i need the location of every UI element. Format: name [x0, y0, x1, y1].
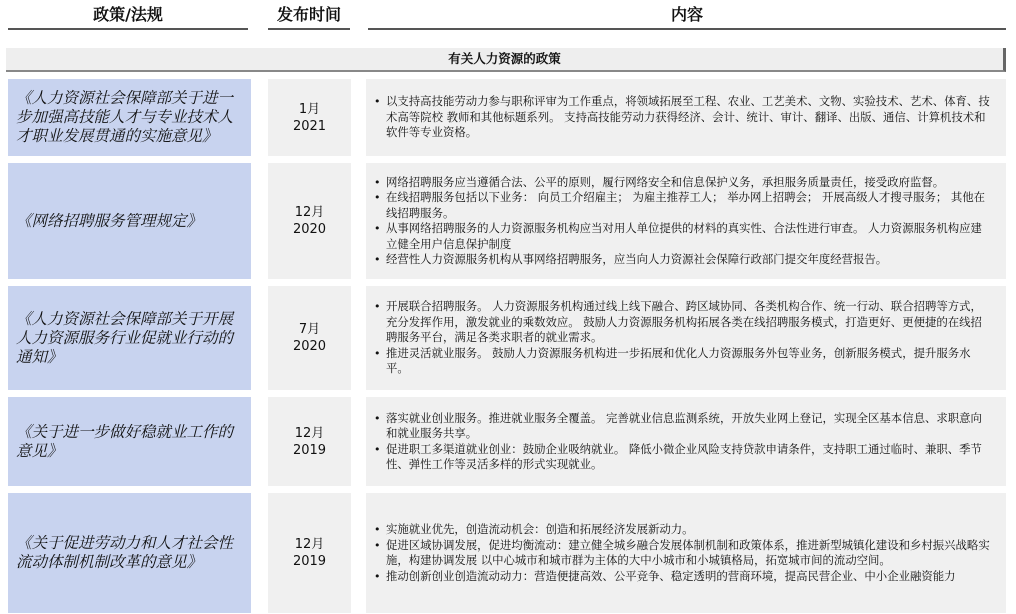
publish-date-cell: 12月 2019	[268, 397, 351, 486]
table-row	[0, 493, 1016, 613]
content-bullet: • 经营性人力资源服务机构从事网络招聘服务，应当向人力资源社会保障行政部门提交年度经营报告。	[386, 252, 992, 268]
content-bullet: • 网络招聘服务应当遵循合法、公平的原则，履行网络安全和信息保护义务，承担服务质量责任，接受政府监督。	[386, 175, 992, 191]
content-cell	[366, 163, 1006, 279]
publish-date-cell: 12月 2020	[268, 163, 351, 279]
policy-name-cell: 《网络招聘服务管理规定》	[8, 163, 251, 279]
column-header-date: 发布时间	[268, 2, 350, 30]
table-row	[0, 397, 1016, 486]
table-row	[0, 163, 1016, 279]
table-row	[0, 79, 1016, 156]
publish-date-cell: 7月 2020	[268, 286, 351, 390]
content-cell	[366, 397, 1006, 486]
content-bullet-list	[372, 522, 992, 584]
content-bullet: • 在线招聘服务包括以下业务： 向员工介绍雇主； 为雇主推荐工人； 举办网上招聘会； 开展高级人才搜寻服务； 其他在线招聘服务。	[386, 190, 992, 221]
policy-name-cell: 《人力资源社会保障部关于开展人力资源服务行业促就业行动的通知》	[8, 286, 251, 390]
content-cell	[366, 286, 1006, 390]
content-bullet-list	[372, 94, 992, 141]
column-header-content: 内容	[368, 2, 1006, 30]
content-cell	[366, 493, 1006, 613]
publish-date-cell: 12月 2019	[268, 493, 351, 613]
content-bullet: • 推动创新创业创造流动动力：营造便捷高效、公平竞争、稳定透明的营商环境，提高民营企业、中小企业融资能力	[386, 569, 992, 585]
policy-name-cell: 《人力资源社会保障部关于进一步加强高技能人才与专业技术人才职业发展贯通的实施意见》	[8, 79, 251, 156]
content-bullet: • 推进灵活就业服务。 鼓励人力资源服务机构进一步拓展和优化人力资源服务外包等业务，创新服务模式，提升服务水平。	[386, 346, 992, 377]
content-bullet: • 实施就业优先，创造流动机会：创造和拓展经济发展新动力。	[386, 522, 992, 538]
table-row	[0, 286, 1016, 390]
content-bullet: • 开展联合招聘服务。 人力资源服务机构通过线上线下融合、跨区域协同、各类机构合作、统一行动、联合招聘等方式，充分发挥作用，激发就业的乘数效应。 鼓励人力资源服务机构拓展各类在线招聘服务模式，打造更好、更便捷的在线招聘服务平台，满足各类求职者的就业需求。	[386, 299, 992, 346]
column-header-policy: 政策/法规	[8, 2, 248, 30]
content-cell	[366, 79, 1006, 156]
publish-date-cell: 1月 2021	[268, 79, 351, 156]
content-bullet: • 落实就业创业服务。推进就业服务全覆盖。 完善就业信息监测系统，开放失业网上登记，实现全区基本信息、求职意向和就业服务共享。	[386, 411, 992, 442]
policy-name-cell: 《关于促进劳动力和人才社会性流动体制机制改革的意见》	[8, 493, 251, 613]
content-bullet: • 从事网络招聘服务的人力资源服务机构应当对用人单位提供的材料的真实性、合法性进行审查。 人力资源服务机构应建立健全用户信息保护制度	[386, 221, 992, 252]
content-bullet: • 促进区域协调发展，促进均衡流动：建立健全城乡融合发展体制机制和政策体系，推进新型城镇化建设和乡村振兴战略实施，构建协调发展 以中心城市和城市群为主体的大中小城市和小城镇格局，拓宽城市间的流动空间。	[386, 538, 992, 569]
policy-name-cell: 《关于进一步做好稳就业工作的意见》	[8, 397, 251, 486]
content-bullet-list	[372, 411, 992, 473]
section-title-bar: 有关人力资源的政策	[6, 48, 1006, 72]
content-bullet-list	[372, 299, 992, 377]
content-bullet: • 促进职工多渠道就业创业：鼓励企业吸纳就业。 降低小微企业风险支持贷款申请条件，支持职工通过临时、兼职、季节性、弹性工作等灵活多样的形式实现就业。	[386, 442, 992, 473]
content-bullet: • 以支持高技能劳动力参与职称评审为工作重点，将领域拓展至工程、农业、工艺美术、文物、实验技术、艺术、体育、技术高等院校 教师和其他标题系列。 支持高技能劳动力获得经济、会计、统计、审计、翻译、出版、通信、计算机技术和软件等专业资格。	[386, 94, 992, 141]
content-bullet-list	[372, 175, 992, 268]
